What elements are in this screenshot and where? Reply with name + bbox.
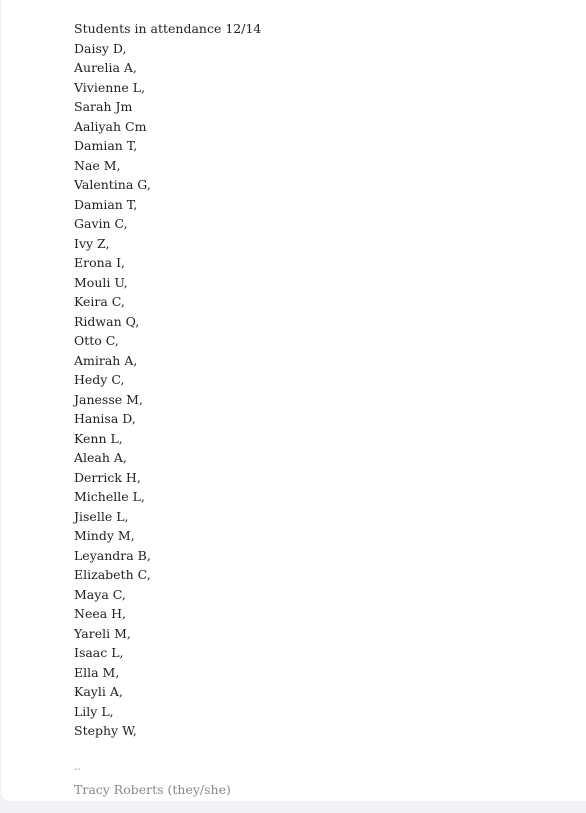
student-name: Nae M, (74, 157, 121, 173)
student-name: Ridwan Q, (74, 313, 140, 329)
student-name: Hedy C, (74, 372, 125, 387)
student-name: Ella M, (74, 664, 120, 680)
student-name: Amirah A, (74, 352, 138, 368)
student-name: Leyandra B, (74, 547, 151, 563)
student-name: Aaliyah Cm (74, 118, 147, 134)
student-name: Valentina G, (74, 177, 151, 192)
student-name: Keira C, (74, 294, 125, 309)
attendance-heading: Students in attendance 12/14 (74, 21, 262, 36)
email-signature (74, 760, 261, 801)
student-name: Hanisa D, (74, 411, 136, 426)
student-name: Mindy M, (74, 528, 135, 543)
student-name: Otto C, (74, 333, 119, 348)
student-name: Kenn L, (74, 430, 123, 446)
student-name: Janesse M, (74, 391, 143, 407)
student-name: Elizabeth C, (74, 567, 151, 582)
student-name: Erona I, (74, 255, 126, 270)
student-name: Neea H, (74, 606, 127, 621)
student-name: Damian T, (74, 138, 138, 153)
student-name: Lily L, (74, 703, 114, 719)
student-name: Ivy Z, (74, 235, 110, 251)
student-name: Isaac L, (74, 645, 124, 660)
student-name: Maya C, (74, 586, 126, 602)
student-name: Aurelia A, (74, 60, 137, 75)
student-name: Yareli M, (74, 625, 131, 641)
signature-cutoff-line (74, 799, 261, 801)
student-name: Damian T, (74, 196, 138, 212)
student-name: Stephy W, (74, 723, 137, 738)
student-name: Derrick H, (74, 469, 141, 485)
student-name: Jiselle L, (74, 508, 129, 524)
signature-name: Tracy Roberts (they/she) (74, 781, 231, 797)
email-body (74, 19, 261, 801)
student-name: Vivienne L, (74, 79, 146, 95)
student-name: Kayli A, (74, 684, 123, 699)
student-name: Daisy D, (74, 40, 127, 56)
student-name-list (74, 39, 261, 741)
student-name: Mouli U, (74, 274, 128, 290)
student-name: Michelle L, (74, 489, 145, 504)
signature-separator: -- (74, 764, 81, 775)
student-name: Sarah Jm (74, 99, 133, 114)
email-body-panel (1, 0, 586, 801)
student-name: Gavin C, (74, 216, 128, 231)
student-name: Aleah A, (74, 450, 127, 465)
